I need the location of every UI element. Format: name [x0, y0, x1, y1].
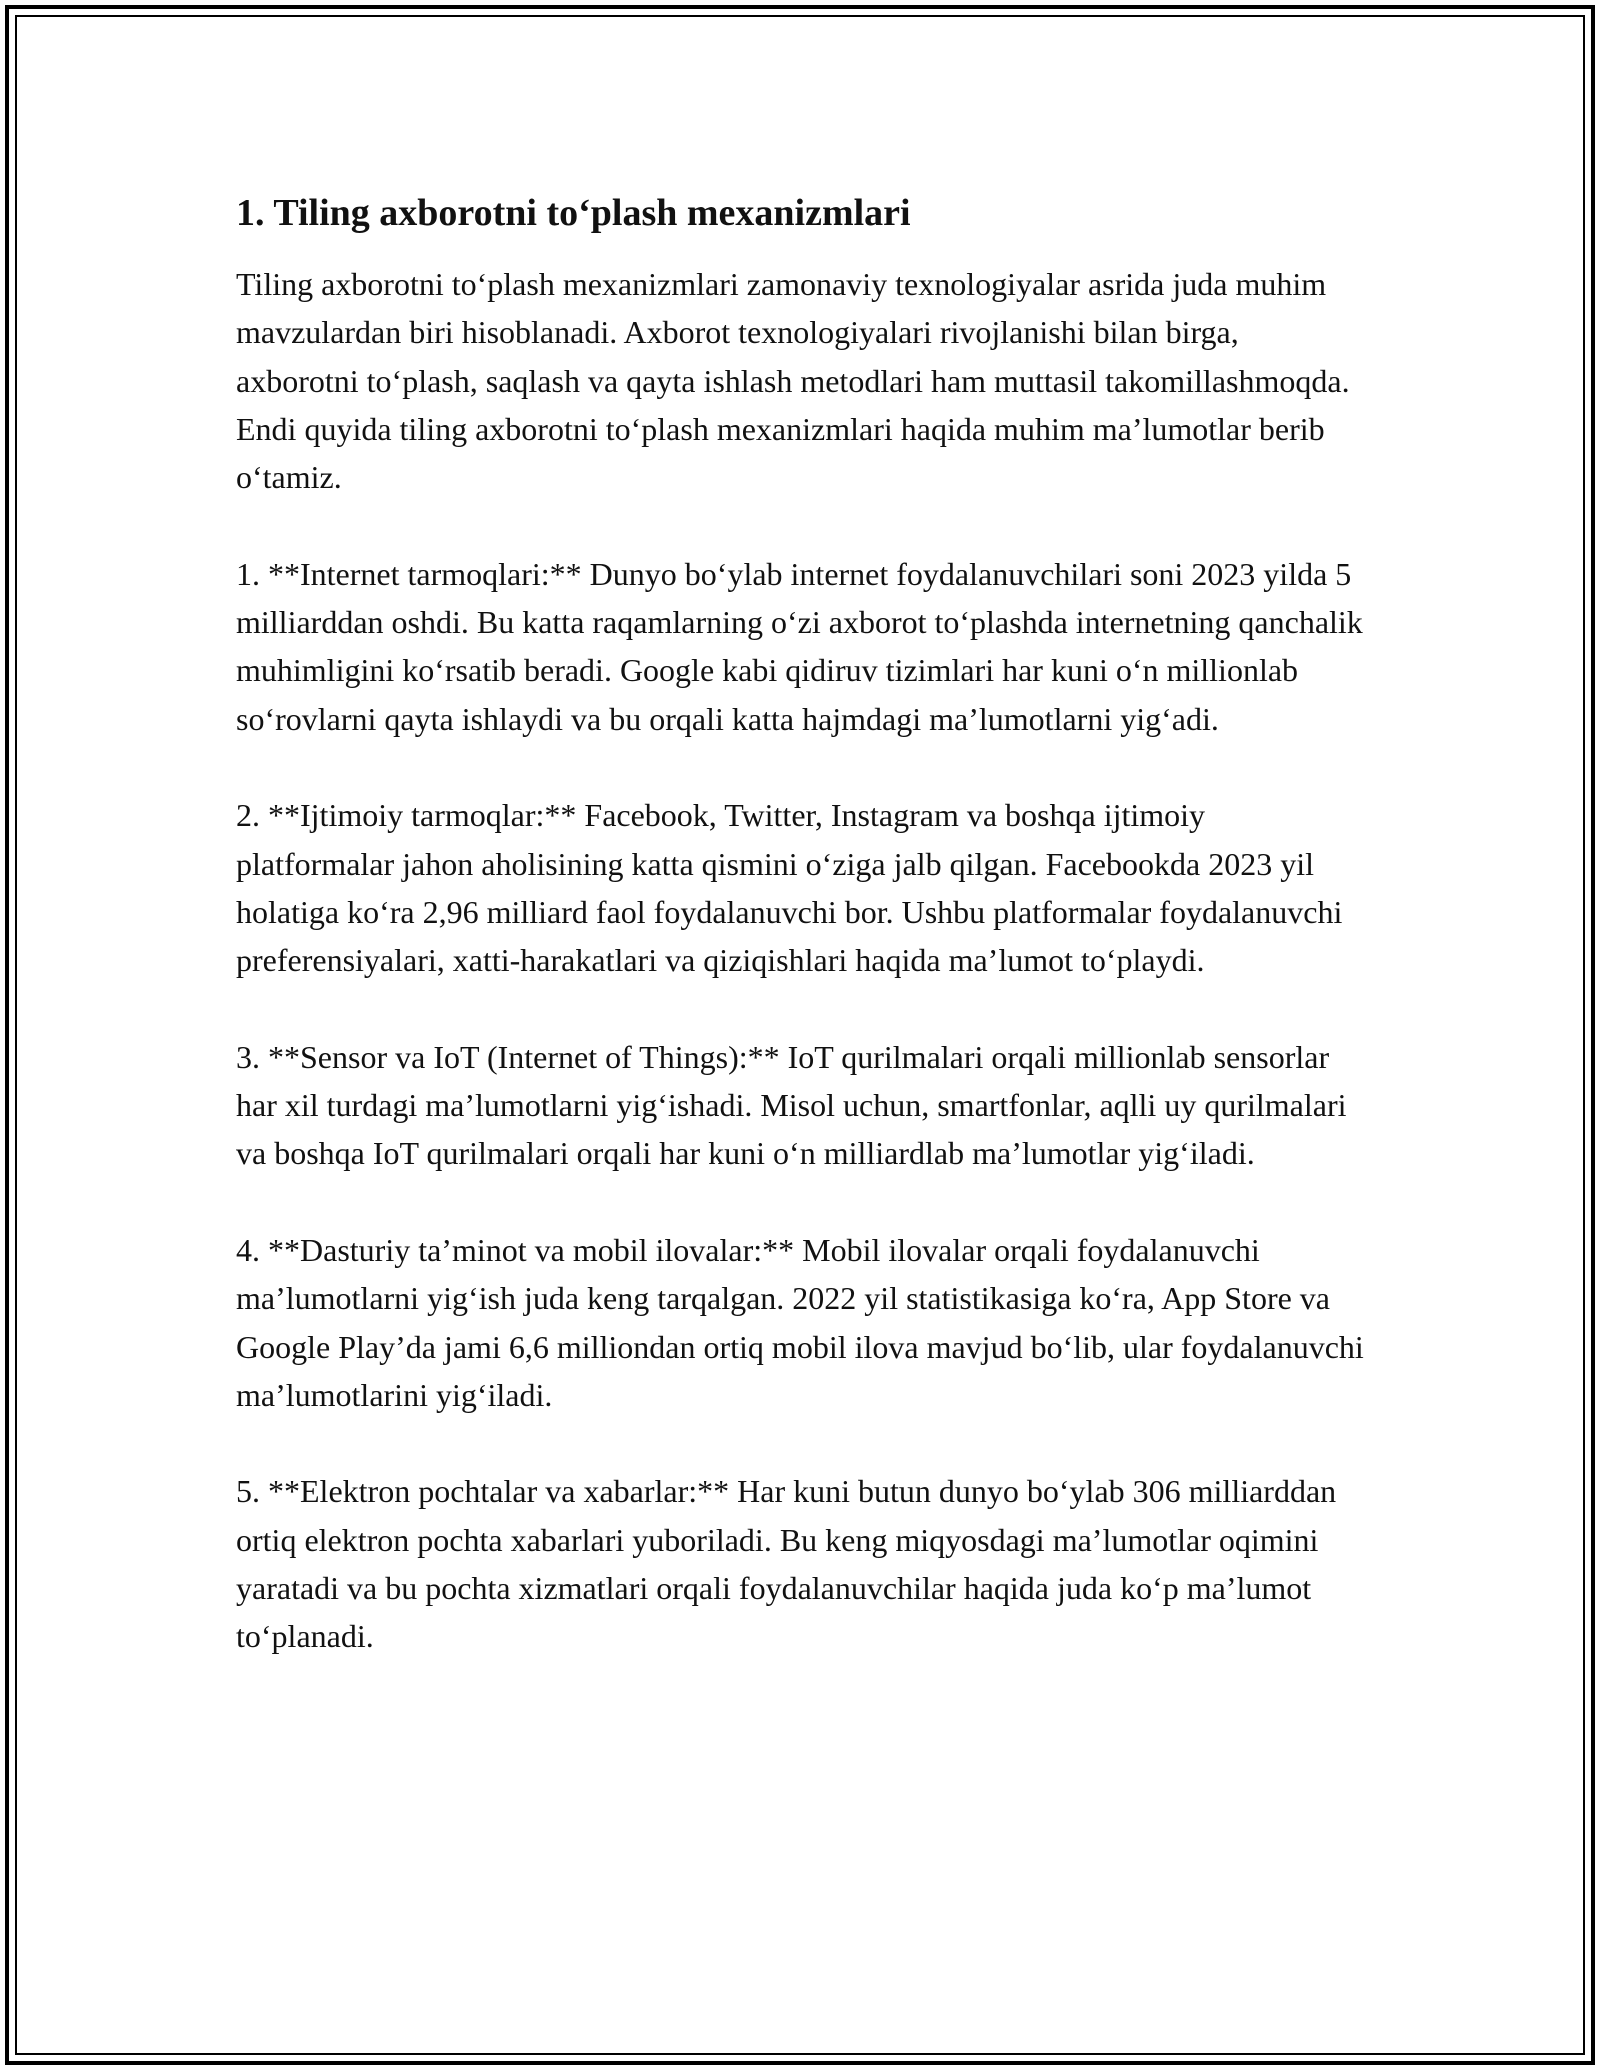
item-sensor-iot: 3. **Sensor va IoT (Internet of Things):** IoT qurilmalari orqali millionlab sensorlar har xil turdagi ma’lumotlarni yig‘ishadi. Misol uchun, smartfonlar, aqlli uy qurilmalari va boshqa IoT qurilmalari orqali har kuni o‘n milliardlab ma’lumotlar yig‘iladi. [236, 1038, 1347, 1172]
section-heading: 1. Tiling axborotni to‘plash mexanizmlari [236, 192, 911, 234]
item-internet-networks: 1. **Internet tarmoqlari:** Dunyo bo‘ylab internet foydalanuvchilari soni 2023 yilda 5 milliarddan oshdi. Bu katta raqamlarning o‘zi axborot to‘plashda internetning qanchalik muhimligini ko‘rsatib beradi. Google kabi qidiruv tizimlari har kuni o‘n millionlab so‘rovlarni qayta ishlaydi va bu orqali katta hajmdagi ma’lumotlarni yig‘adi. [236, 555, 1363, 737]
item-software-mobile-apps: 4. **Dasturiy ta’minot va mobil ilovalar:** Mobil ilovalar orqali foydalanuvchi ma’lumotlarni yig‘ish juda keng tarqalgan. 2022 yil statistikasiga ko‘ra, App Store va Google Play’da jami 6,6 milliondan ortiq mobil ilova mavjud bo‘lib, ular foydalanuvchi ma’lumotlarini yig‘iladi. [236, 1231, 1364, 1413]
item-email-messages: 5. **Elektron pochtalar va xabarlar:** Har kuni butun dunyo bo‘ylab 306 milliarddan ortiq elektron pochta xabarlari yuboriladi. Bu keng miqyosdagi ma’lumotlar oqimini yaratadi va bu pochta xizmatlari orqali foydalanuvchilar haqida juda ko‘p ma’lumot to‘planadi. [236, 1473, 1337, 1655]
intro-paragraph: Tiling axborotni to‘plash mexanizmlari zamonaviy texnologiyalar asrida juda muhim mavzulardan biri hisoblanadi. Axborot texnologiyalari rivojlanishi bilan birga, axborotni to‘plash, saqlash va qayta ishlash metodlari ham muttasil takomillashmoqda. Endi quyida tiling axborotni to‘plash mexanizmlari haqida muhim ma’lumotlar berib o‘tamiz. [236, 266, 1350, 496]
item-social-networks: 2. **Ijtimoiy tarmoqlar:** Facebook, Twitter, Instagram va boshqa ijtimoiy platformalar jahon aholisining katta qismini o‘ziga jalb qilgan. Facebookda 2023 yil holatiga ko‘ra 2,96 milliard faol foydalanuvchi bor. Ushbu platformalar foydalanuvchi preferensiyalari, xatti-harakatlari va qiziqishlari haqida ma’lumot to‘playdi. [236, 797, 1343, 979]
document-body [236, 188, 1366, 1661]
